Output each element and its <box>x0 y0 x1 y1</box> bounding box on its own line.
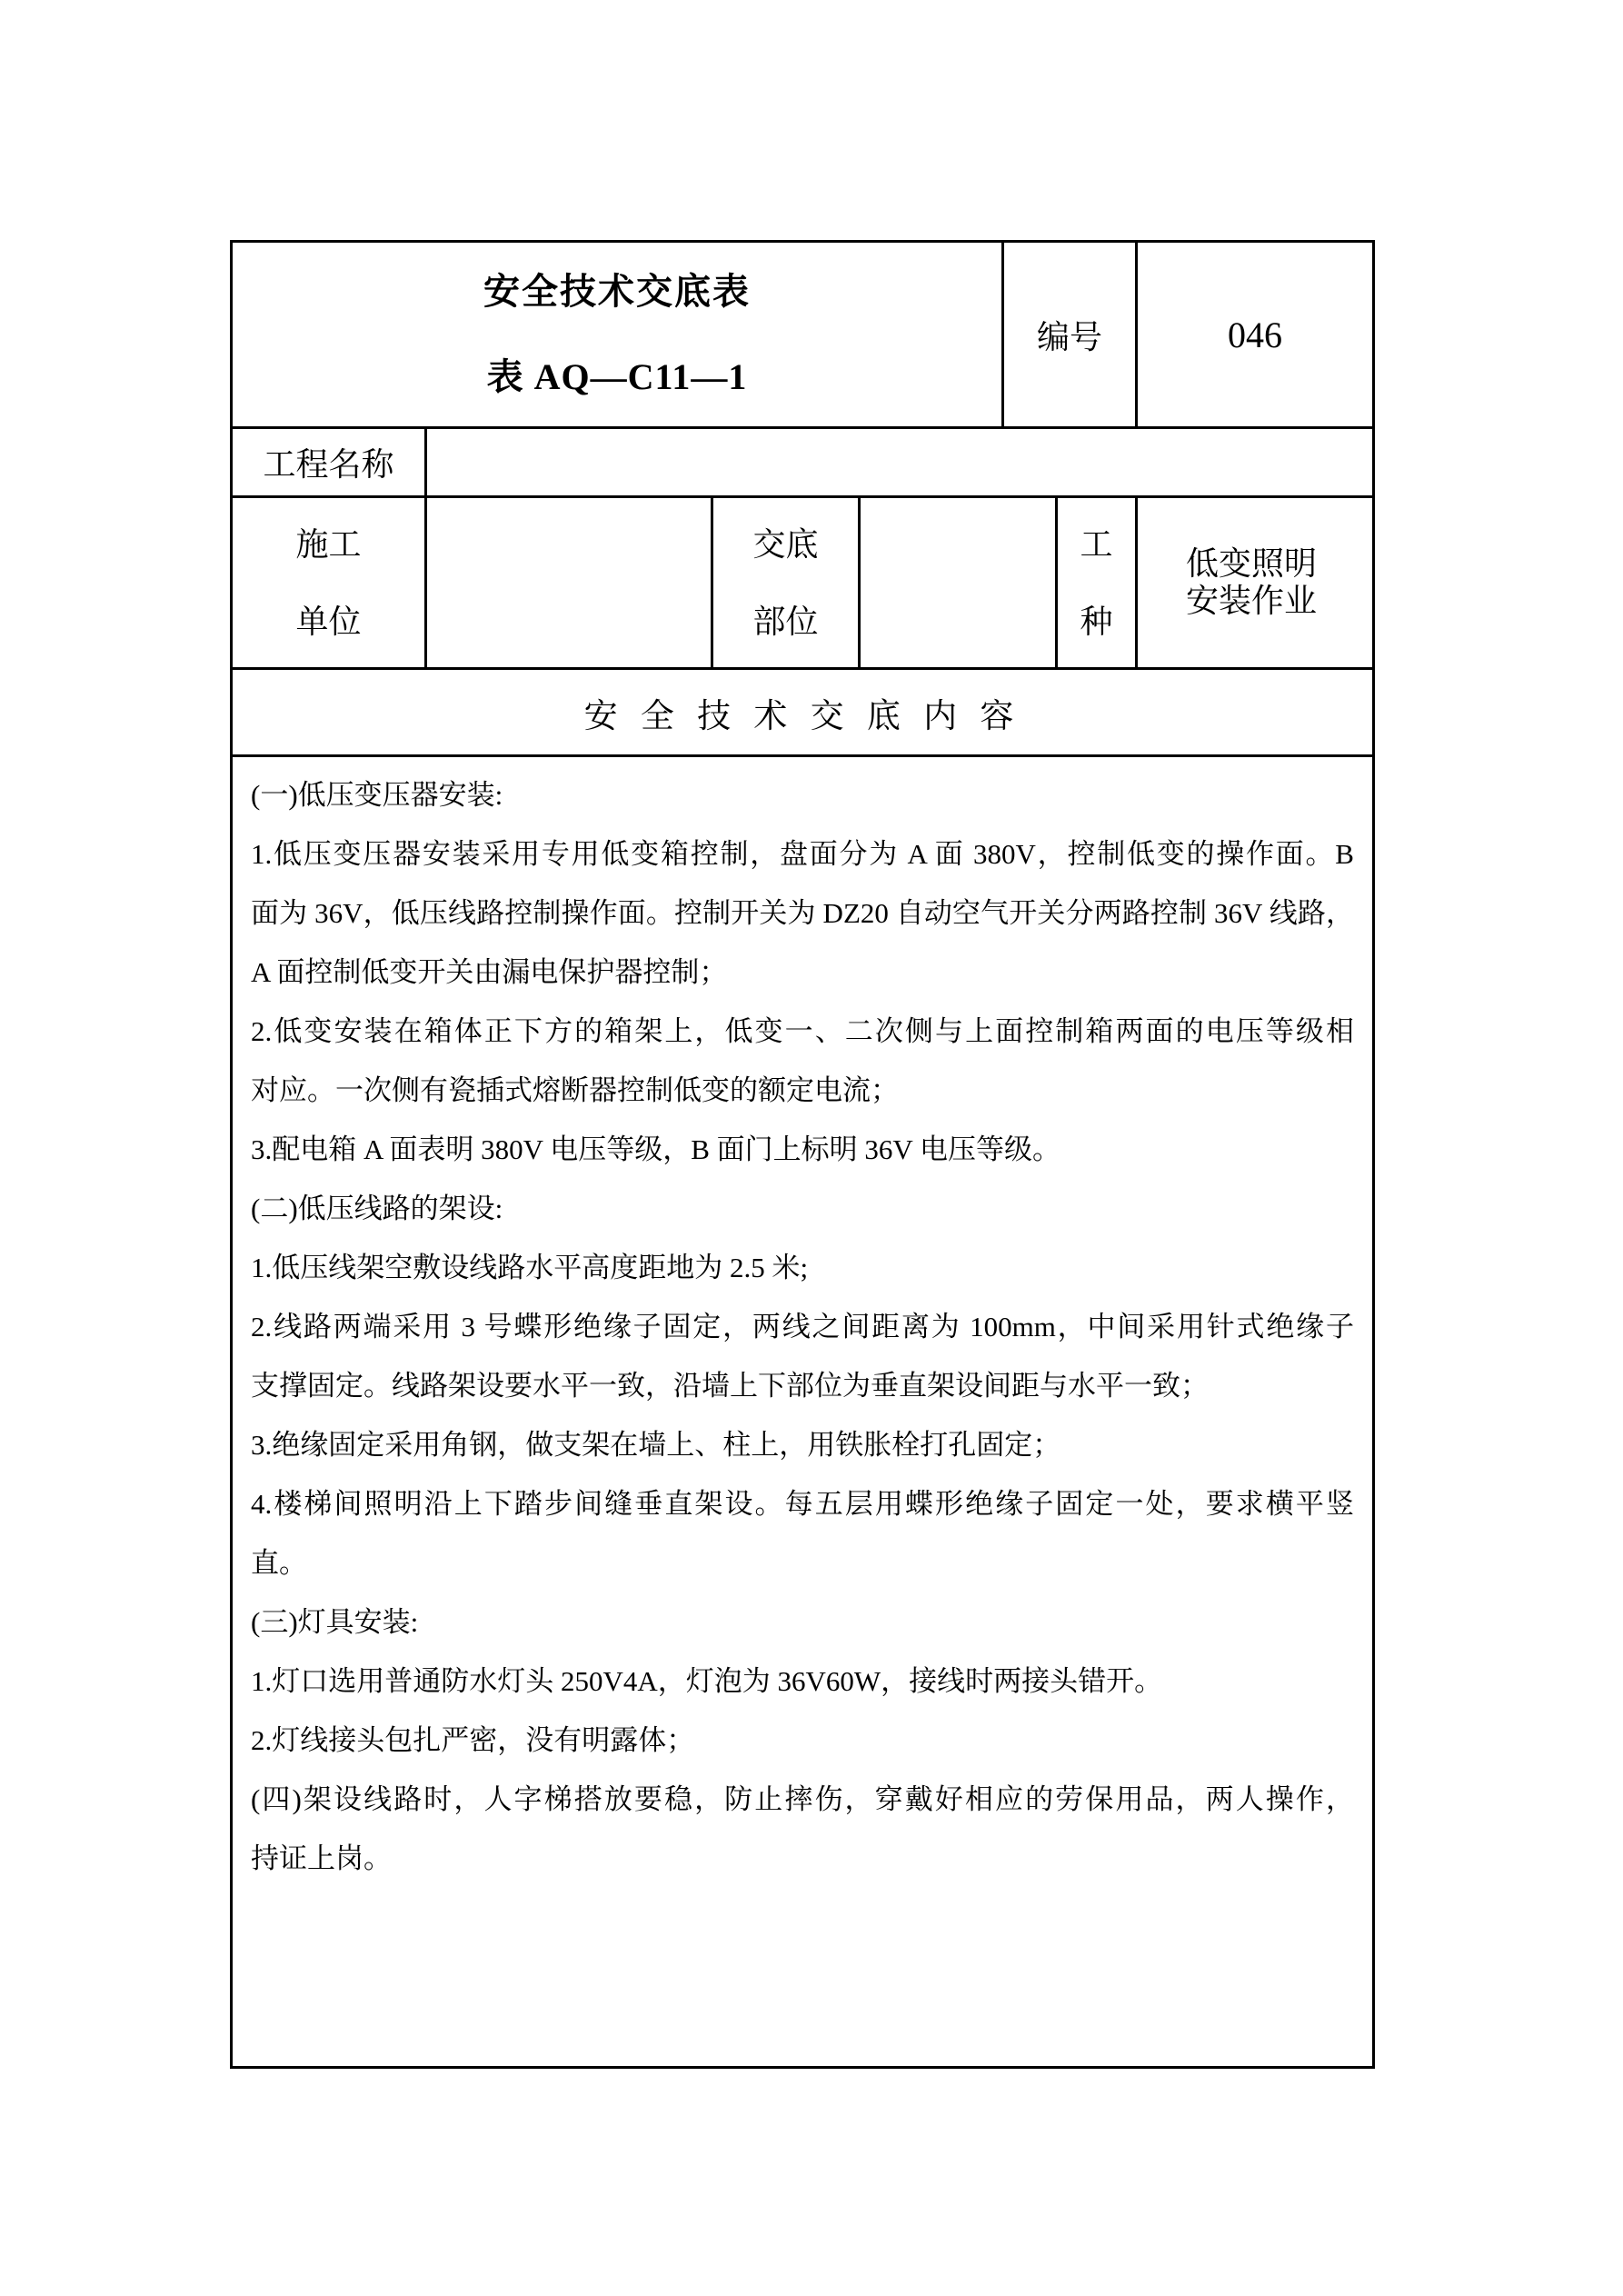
disclosure-part-label-cell <box>713 498 861 667</box>
content-line: 面为 36V，低压线路控制操作面。控制开关为 DZ20 自动空气开关分两路控制 36V 线路， <box>251 897 1354 929</box>
content-body-row <box>233 757 1372 2066</box>
content-line: 3.配电箱 A 面表明 380V 电压等级，B 面门上标明 36V 电压等级。 <box>251 1133 1061 1165</box>
header-row <box>233 243 1372 429</box>
content-body <box>233 757 1372 2066</box>
form-title: 安全技术交底表 <box>483 271 751 312</box>
content-line: 2.灯线接头包扎严密，没有明露体； <box>251 1724 695 1756</box>
form-code: 表 AQ—C11—1 <box>486 356 748 397</box>
form-title-cell <box>233 243 1004 426</box>
content-line: 3.绝缘固定采用角钢，做支架在墙上、柱上，用铁胀栓打孔固定； <box>251 1429 1061 1461</box>
content-header-cell <box>233 670 1372 754</box>
content-line: (二)低压线路的架设: <box>251 1193 503 1224</box>
safety-disclosure-table <box>230 240 1375 2069</box>
construction-unit-label-cell <box>233 498 427 667</box>
project-name-value-cell <box>427 429 1372 495</box>
content-line: (一)低压变压器安装: <box>251 779 503 811</box>
content-line: A 面控制低变开关由漏电保护器控制； <box>251 956 728 988</box>
content-line: 对应。一次侧有瓷插式熔断器控制低变的额定电流； <box>251 1074 899 1106</box>
content-line: 1.低压变压器安装采用专用低变箱控制，盘面分为 A 面 380V，控制低变的操作面。B <box>251 838 1354 870</box>
construction-unit-label-line1: 施工 <box>295 525 362 563</box>
work-type-value-cell <box>1138 498 1372 667</box>
content-line: 2.线路两端采用 3 号蝶形绝缘子固定，两线之间距离为 100mm，中间采用针式绝缘子 <box>251 1311 1354 1343</box>
content-line: 4.楼梯间照明沿上下踏步间缝垂直架设。每五层用蝶形绝缘子固定一处，要求横平竖 <box>251 1488 1354 1520</box>
content-header-row <box>233 670 1372 757</box>
content-header-title: 安 全 技 术 交 底 内 容 <box>583 697 1021 735</box>
disclosure-part-label-line1: 交底 <box>752 525 819 563</box>
content-line: 直。 <box>251 1547 307 1579</box>
project-name-label: 工程名称 <box>263 446 394 483</box>
number-value: 046 <box>1228 314 1282 355</box>
content-line: 2.低变安装在箱体正下方的箱架上，低变一、二次侧与上面控制箱两面的电压等级相 <box>251 1015 1354 1047</box>
number-value-cell <box>1138 243 1372 426</box>
work-type-label-line1: 工 <box>1080 525 1113 563</box>
number-label-cell <box>1004 243 1138 426</box>
number-label: 编号 <box>1036 318 1102 355</box>
work-type-value-line1: 低变照明 <box>1186 545 1318 582</box>
disclosure-part-label-line2: 部位 <box>752 603 819 640</box>
content-line: 支撑固定。线路架设要水平一致，沿墙上下部位为垂直架设间距与水平一致； <box>251 1370 1209 1402</box>
disclosure-part-value-cell <box>861 498 1058 667</box>
work-type-label-cell <box>1058 498 1138 667</box>
content-line: 1.低压线架空敷设线路水平高度距地为 2.5 米; <box>251 1252 809 1283</box>
work-type-label-line2: 种 <box>1080 603 1113 640</box>
project-name-label-cell <box>233 429 427 495</box>
content-line: (四)架设线路时，人字梯搭放要稳，防止摔伤，穿戴好相应的劳保用品，两人操作， <box>251 1783 1354 1815</box>
content-line: 持证上岗。 <box>251 1842 392 1874</box>
construction-unit-value-cell <box>427 498 713 667</box>
work-type-value-line2: 安装作业 <box>1186 583 1318 619</box>
content-line: (三)灯具安装: <box>251 1606 419 1638</box>
info-row <box>233 498 1372 670</box>
construction-unit-label-line2: 单位 <box>295 603 362 640</box>
project-name-row <box>233 429 1372 498</box>
content-line: 1.灯口选用普通防水灯头 250V4A，灯泡为 36V60W，接线时两接头错开。 <box>251 1665 1163 1697</box>
